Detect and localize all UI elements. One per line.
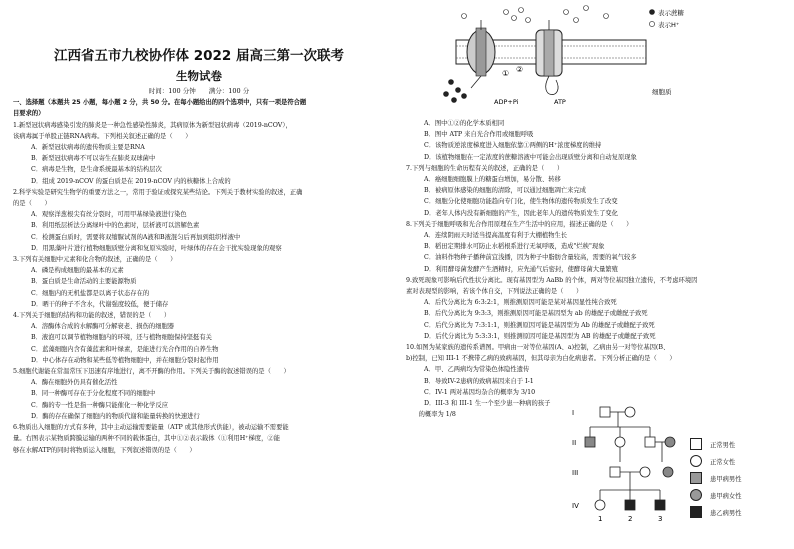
question-line: C．病毒是生物，是生命系统最基本的结构层次 bbox=[31, 166, 162, 174]
gen-label-iv: IV bbox=[572, 502, 579, 510]
exam-title: 江西省五市九校协作体 2022 届高三第一次联考 bbox=[54, 48, 344, 64]
label-cytoplasm: 细胞质 bbox=[652, 88, 672, 96]
left-questions bbox=[13, 97, 385, 456]
question-line: A．观察洋葱根尖有丝分裂时，可用甲基绿染液进行染色 bbox=[31, 211, 187, 219]
question-line: 8.下列关于细胞呼吸和光合作用原理在生产生活中的应用，描述正确的是（ ） bbox=[406, 220, 633, 228]
right-column bbox=[406, 0, 781, 420]
question-line: C．该物质逆浓度梯度进入细胞依靠①两侧的H⁺浓度梯度的维持 bbox=[424, 142, 602, 150]
exam-meta: 时间：100 分钟 满分：100 分 bbox=[148, 87, 250, 95]
right-questions bbox=[406, 118, 781, 420]
question-line: A．连续阴雨天时适当提高温度有利于大棚植物生长 bbox=[424, 232, 568, 240]
question-line: C．IV-1 两对基因均杂合的概率为 3/10 bbox=[424, 388, 536, 396]
label-adp: ADP+Pi bbox=[494, 98, 519, 106]
index-1: 1 bbox=[598, 515, 603, 523]
label-carrier-2: ② bbox=[516, 65, 524, 74]
index-3: 3 bbox=[658, 515, 663, 523]
question-line: 够在水解ATP的同时将物质运入细胞，下列叙述错误的是（ ） bbox=[13, 446, 196, 454]
question-line: C．检测蛋白质时，需要将双缩脲试剂的A液和B液混匀后再加到组织样液中 bbox=[31, 233, 241, 241]
label-carrier-1: ① bbox=[502, 69, 510, 78]
question-line: 该病毒属于单股正链RNA病毒。下列相关叙述正确的是（ ） bbox=[13, 132, 192, 140]
question-line: C．蓝藻细胞内含有藻蓝素和叶绿素，是能进行光合作用的自养生物 bbox=[31, 345, 219, 353]
question-line: 目要求的） bbox=[13, 110, 45, 118]
question-line: D．晒干的种子不含水，代谢强度较低，便于储存 bbox=[31, 300, 169, 308]
question-line: B．导致IV-2患病的致病基因来自于 I-1 bbox=[424, 377, 534, 385]
label-atp: ATP bbox=[554, 98, 566, 106]
question-line: 量。右图表示某物质跨膜运输的两种不同的载体蛋白，其中①②表示载体（①利用H⁺梯度，②能 bbox=[13, 435, 280, 443]
question-line: D．III-3 和 III-1 生一个至少患一种病的孩子 bbox=[424, 400, 551, 408]
question-line: B．液泡可以调节植物细胞内的环境，还与植物细胞保持坚挺有关 bbox=[31, 334, 212, 342]
question-line: A．磷是构成细胞的最基本的元素 bbox=[31, 267, 124, 275]
question-line: D．用黑藻叶片进行植物细胞质壁分离和复原实验时，叶绿体的存在会干扰实验现象的观察 bbox=[31, 244, 282, 252]
question-line: 10.如图为某家族的遗传系谱图。甲病由一对等位基因(A、a)控制，乙病由另一对等位基因(B、 bbox=[406, 344, 670, 352]
gen-label-i: I bbox=[572, 409, 575, 417]
question-line: B．稻田定期排水可防止水稻根系进行无氧呼吸，造成"烂秧"现象 bbox=[424, 243, 605, 251]
question-line: A．后代分离比为 6:3:2:1，则推测原因可能是某对基因显性纯合致死 bbox=[424, 299, 617, 307]
membrane-transport-figure bbox=[406, 0, 781, 118]
sucrose-dots bbox=[443, 79, 467, 103]
question-line: B．利用纸层析法分离绿叶中的色素时，层析液可以溶解色素 bbox=[31, 222, 200, 230]
question-line: B．图中 ATP 来自光合作用或细胞呼吸 bbox=[424, 131, 534, 139]
question-line: D．中心体存在动物和某些低等植物细胞中，并在细胞分裂时起作用 bbox=[31, 356, 219, 364]
question-line: 4.下列关于细胞的结构和功能的叙述，错误的是（ ） bbox=[13, 312, 171, 320]
legend-h-ion: 表示H⁺ bbox=[658, 21, 680, 29]
question-line: A．新型冠状病毒的遗传物质主要是RNA bbox=[31, 144, 145, 152]
left-column bbox=[13, 0, 385, 456]
question-line: B．蛋白质是生命活动的主要能源物质 bbox=[31, 278, 137, 286]
question-line: B．被病原体感染的细胞的清除，可以通过细胞凋亡来完成 bbox=[424, 187, 587, 195]
question-line: D．老年人体内没有新细胞的产生，因此老年人的遗传物质发生了变化 bbox=[424, 209, 618, 217]
legend-normal-female: 正常女性 bbox=[690, 455, 735, 467]
question-line: A．溶酶体合成的水解酶可分解衰老、损伤的细胞器 bbox=[31, 323, 175, 331]
question-line: 3.下列有关细胞中元素和化合物的叙述，正确的是（ ） bbox=[13, 256, 177, 264]
question-line: 一、选择题（本题共 25 小题，每小题 2 分，共 50 分。在每小题给出的四个选项中，只有一项是符合题 bbox=[13, 99, 307, 107]
question-line: 6.物质出入细胞的方式有多种，其中主动运输需要能量（ATP 或其他形式供能），被动运输不需要能 bbox=[13, 424, 289, 432]
question-line: A．酶在细胞外仍具有催化活性 bbox=[31, 379, 118, 387]
question-line: D．该植物细胞在一定浓度的蔗糖溶液中可能会出现质壁分离和自动复原现象 bbox=[424, 153, 637, 161]
question-line: B．新型冠状病毒不可以寄生在肺炎双球菌中 bbox=[31, 155, 156, 163]
question-line: D．后代分离比为 5:3:3:1，则推测原因可能是基因型为 AB 的雄配子或雌配子致死 bbox=[424, 332, 656, 340]
gen-label-ii: II bbox=[572, 439, 577, 447]
legend-sucrose: 表示蔗糖 bbox=[658, 9, 684, 17]
question-line: B．同一种酶可存在于分化程度不同的细胞中 bbox=[31, 390, 156, 398]
index-2: 2 bbox=[628, 515, 633, 523]
question-line: A．癌细胞细胞膜上的糖蛋白增加，易分散、转移 bbox=[424, 176, 561, 184]
legend-disease-b-male: 患乙病男性 bbox=[690, 506, 741, 518]
question-line: D．利用酵母菌发酵产生酒精时，应先通气后密封，使酵母菌大量繁殖 bbox=[424, 265, 618, 273]
question-line: 1.新型冠状病毒感染引发的肺炎是一种急性感染性肺炎，其病原体为新型冠状病毒（2019-nCOV）， bbox=[13, 121, 292, 129]
pedigree-chart bbox=[570, 405, 690, 545]
question-line: C．油料作物种子播种前宜浅播，因为种子中脂肪含量较高，需要的氧气较多 bbox=[424, 254, 637, 262]
question-line: 7.下列与细胞的生命历程有关的叙述，正确的是（ ） bbox=[406, 164, 564, 172]
exam-subtitle: 生物试卷 bbox=[176, 69, 222, 83]
question-line: B．后代分离比为 9:3:3，则推测原因可能是基因型为 ab 的雄配子或雌配子致死 bbox=[424, 310, 648, 318]
question-line: D．组成 2019-nCOV 的蛋白质是在 2019-nCOV 内的核糖体上合成的 bbox=[31, 177, 231, 185]
question-line: 2.科学实验是研究生物学的重要方法之一，常用于验证或探究某些结论。下列关于教材实验的叙述，正确 bbox=[13, 188, 303, 196]
legend-disease-a-male: 患甲病男性 bbox=[690, 472, 741, 484]
question-line: A．图中①②的化学本质相同 bbox=[424, 120, 505, 127]
question-line: C．细胞分化使细胞功能趋向专门化，使生物体的遗传物质发生了改变 bbox=[424, 198, 618, 206]
question-line: C．酶的专一性是指一种酶只能催化一种化学反应 bbox=[31, 401, 169, 409]
h-ion-dots bbox=[462, 6, 609, 23]
question-line: 的概率为 1/8 bbox=[406, 411, 456, 419]
question-line: 的是（ ） bbox=[13, 200, 51, 208]
question-line: C．后代分离比为 7:3:1:1，则推测原因可能是基因型为 Ab 的雄配子或雌配子致死 bbox=[424, 321, 655, 329]
question-line: b)控制，已知 III-1 不携带乙病的致病基因，但其母亲为白化病患者。下列分析正确的是（ ） bbox=[406, 355, 676, 363]
gen-label-iii: III bbox=[572, 469, 579, 477]
question-line: A．甲、乙两病均为常染色体隐性遗传 bbox=[424, 366, 530, 374]
legend-disease-a-female: 患甲病女性 bbox=[690, 489, 741, 501]
legend-normal-male: 正常男性 bbox=[690, 438, 735, 450]
question-line: 9.致死现象可影响后代性状分离比。现有基因型为 AaBb 的个体，两对等位基因独立遗传，不考虑环境因 bbox=[406, 276, 698, 284]
question-line: D．酶的存在确保了细胞内的物质代谢和能量转换的快速进行 bbox=[31, 412, 200, 420]
question-line: 5.细胞代谢能在常温常压下迅速有序地进行，离不开酶的作用。下列关于酶的叙述错误的是（ ） bbox=[13, 368, 290, 376]
question-line: C．细胞内的无机盐都是以离子状态存在的 bbox=[31, 289, 150, 297]
question-line: 素对表现型的影响，若该个体自交，下列说法正确的是（ ） bbox=[406, 288, 583, 296]
